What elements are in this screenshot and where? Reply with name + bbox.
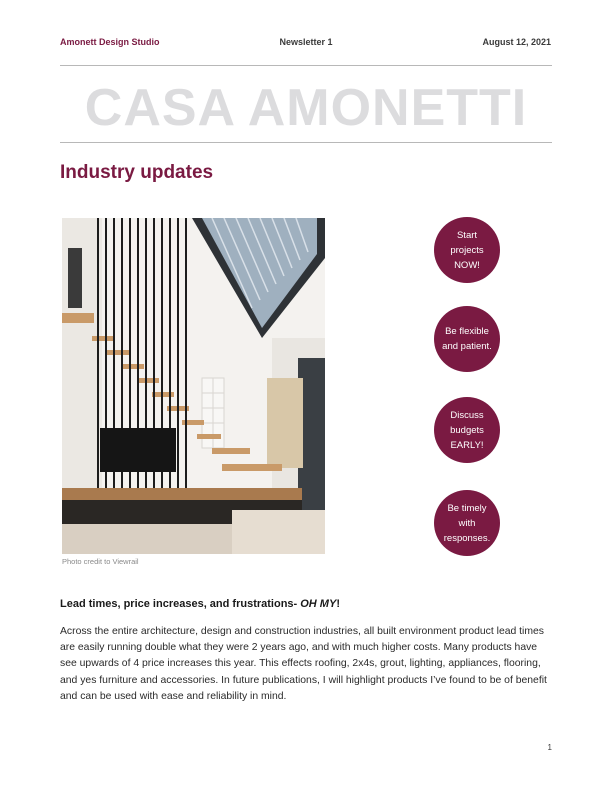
subhead-end: !	[336, 598, 340, 610]
tip-circle-discuss-budgets	[434, 397, 500, 463]
newsletter-issue: Newsletter 1	[279, 37, 333, 47]
section-title: Industry updates	[60, 162, 214, 183]
page-number: 1	[547, 743, 552, 752]
tip-line: with	[458, 517, 476, 529]
tip-line: budgets	[450, 424, 484, 436]
article-body: Across the entire architecture, design and construction industries, all built environment product lead times are easily running double what they were 2 years ago, and with much higher costs. Many products have see upwards of 4 price increases this year. This effects roofing, 2x4s, grout, lighting, appliances, flooring, and yes furniture and accessories. In future publications, I will highlight products I’ve found to be of benefit and can be used with ease and reliability in mind.	[60, 626, 547, 702]
tip-line: NOW!	[454, 259, 480, 271]
newsletter-date: August 12, 2021	[482, 37, 551, 47]
top-divider	[60, 65, 552, 66]
tip-line: Be flexible	[445, 326, 489, 337]
tip-circle-be-flexible	[434, 306, 500, 372]
staircase-photo	[62, 218, 325, 554]
masthead-divider	[60, 142, 552, 143]
tip-line: Discuss	[450, 409, 484, 421]
subhead-text: Lead times, price increases, and frustrations-	[60, 598, 301, 610]
tip-line: Start projects	[450, 229, 484, 256]
tip-line: Be timely	[447, 502, 487, 514]
article-subhead	[60, 598, 340, 610]
tip-line: EARLY!	[450, 439, 484, 451]
tip-circle-be-timely	[434, 490, 500, 556]
photo-credit: Photo credit to Viewrail	[62, 557, 139, 566]
tip-circle-start-projects	[434, 217, 500, 283]
studio-name: Amonett Design Studio	[60, 37, 160, 47]
subhead-emphasis: OH MY	[300, 598, 337, 610]
masthead-title: CASA AMONETTI	[84, 79, 528, 137]
tip-line: responses.	[443, 532, 491, 544]
tip-line: and patient.	[442, 341, 492, 352]
